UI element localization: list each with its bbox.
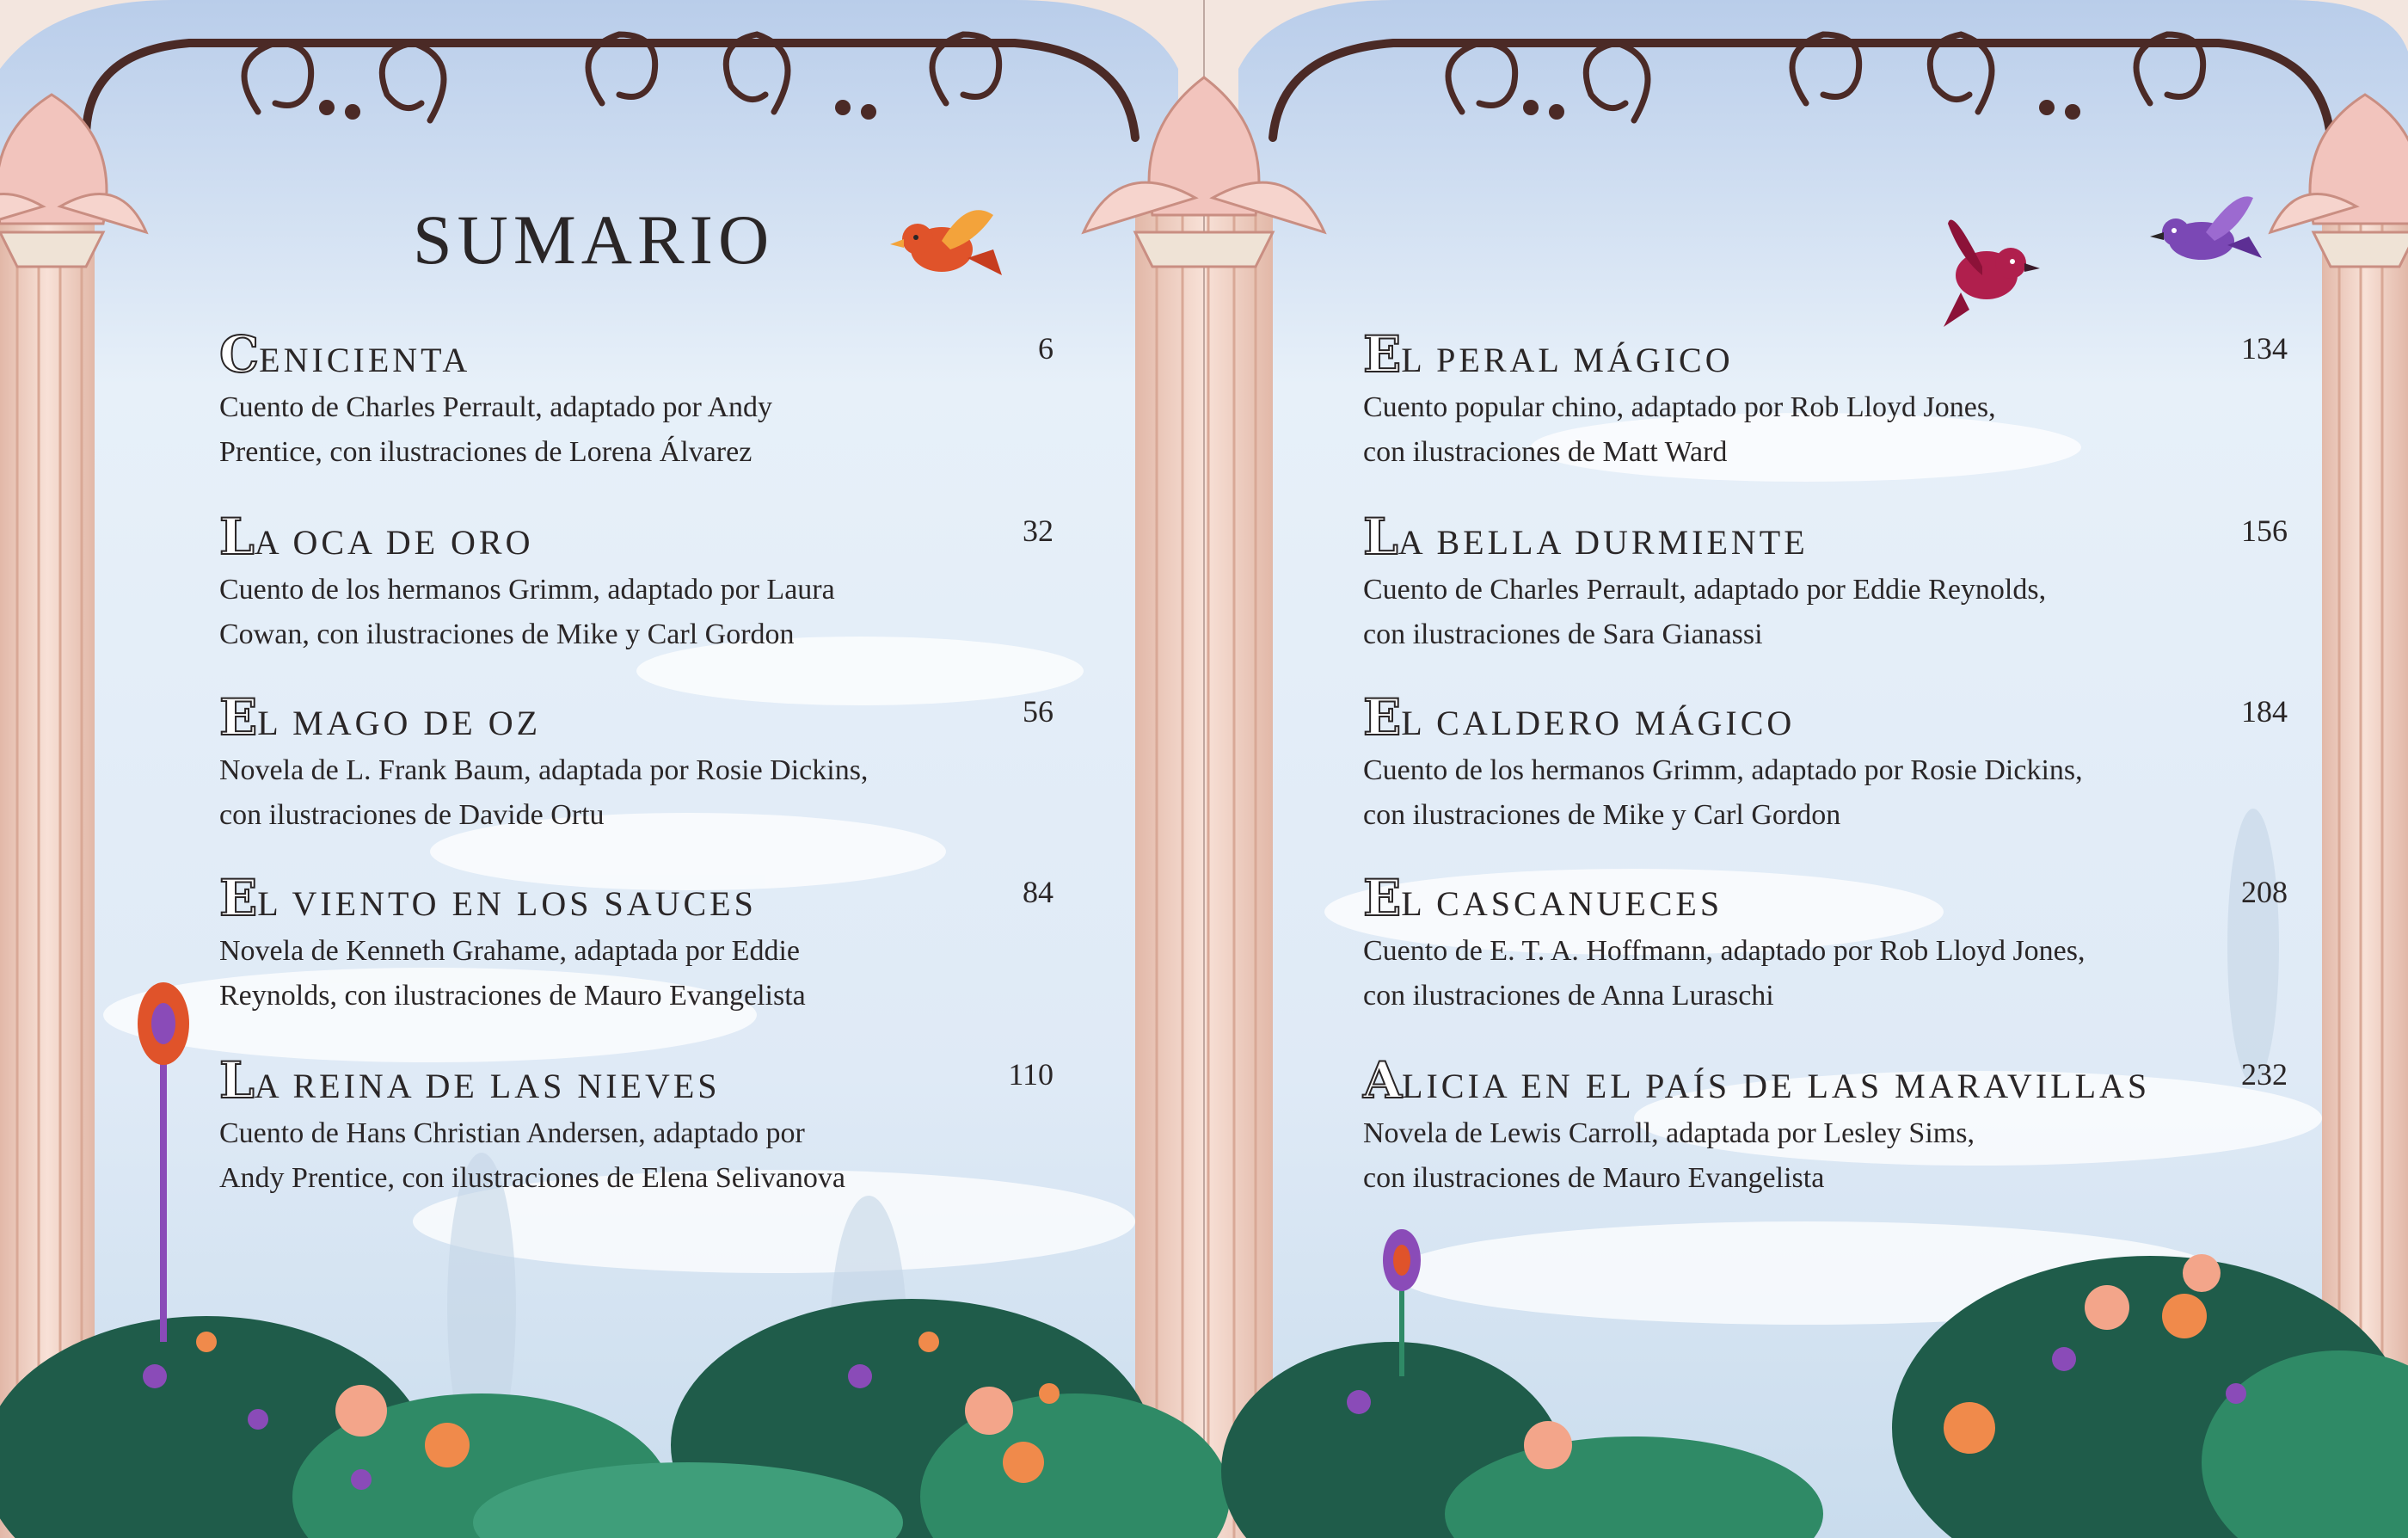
- entry-title: LA OCA DE ORO: [219, 508, 534, 566]
- toc-entry[interactable]: [1363, 1043, 2288, 1206]
- entry-description: Novela de L. Frank Baum, adaptada por Rosie Dickins, con ilustraciones de Davide Ortu: [219, 754, 869, 831]
- entry-title: ALICIA EN EL PAÍS DE LAS MARAVILLAS: [1363, 1051, 2151, 1110]
- page-number: 110: [1008, 1057, 1054, 1092]
- entry-title: EL CALDERO MÁGICO: [1363, 688, 1796, 747]
- toc-entry[interactable]: [219, 1043, 1054, 1206]
- entry-title: EL PERAL MÁGICO: [1363, 325, 1734, 384]
- entry-description: Cuento de los hermanos Grimm, adaptado por Laura Cowan, con ilustraciones de Mike y Carl Gordon: [219, 574, 835, 650]
- page-number: 84: [1023, 875, 1054, 909]
- toc-entry[interactable]: [219, 860, 1054, 1024]
- entry-title: CENICIENTA: [219, 325, 471, 384]
- page-title: SUMARIO: [413, 200, 775, 279]
- page-number: 156: [2241, 514, 2288, 548]
- entry-description: Cuento de Hans Christian Andersen, adaptado por Andy Prentice, con ilustraciones de Elena Selivanova: [219, 1117, 845, 1194]
- page-number: 208: [2241, 875, 2288, 909]
- entry-title: LA BELLA DURMIENTE: [1363, 508, 1809, 566]
- toc-entry[interactable]: [1363, 860, 2288, 1024]
- entry-description: Cuento de E. T. A. Hoffmann, adaptado por Rob Lloyd Jones, con ilustraciones de Anna Luraschi: [1363, 935, 2086, 1012]
- page-number: 6: [1038, 331, 1054, 366]
- right-page: [1204, 0, 2408, 1538]
- page-number: 56: [1023, 694, 1054, 729]
- entry-title: EL CASCANUECES: [1363, 869, 1723, 927]
- entry-title: LA REINA DE LAS NIEVES: [219, 1051, 721, 1110]
- page-number: 184: [2241, 694, 2288, 729]
- entry-title: EL MAGO DE OZ: [219, 688, 542, 747]
- entry-description: Cuento popular chino, adaptado por Rob Lloyd Jones, con ilustraciones de Matt Ward: [1363, 391, 1996, 468]
- toc-entry[interactable]: [219, 499, 1054, 662]
- entry-description: Cuento de los hermanos Grimm, adaptado por Rosie Dickins, con ilustraciones de Mike y Carl Gordon: [1363, 754, 2083, 831]
- toc-entry[interactable]: [1363, 317, 2288, 480]
- page-number: 232: [2241, 1057, 2288, 1092]
- page-number: 32: [1023, 514, 1054, 548]
- toc-entry[interactable]: [219, 680, 1054, 843]
- toc-entry[interactable]: [219, 317, 1054, 480]
- entry-description: Novela de Lewis Carroll, adaptada por Lesley Sims, con ilustraciones de Mauro Evangelista: [1363, 1117, 1975, 1194]
- entry-description: Cuento de Charles Perrault, adaptado por Eddie Reynolds, con ilustraciones de Sara Gianassi: [1363, 574, 2047, 650]
- page-number: 134: [2241, 331, 2288, 366]
- entry-description: Novela de Kenneth Grahame, adaptada por Eddie Reynolds, con ilustraciones de Mauro Evangelista: [219, 935, 806, 1012]
- toc-entry[interactable]: [1363, 499, 2288, 662]
- entry-description: Cuento de Charles Perrault, adaptado por Andy Prentice, con ilustraciones de Lorena Álvarez: [219, 391, 773, 468]
- entry-title: EL VIENTO EN LOS SAUCES: [219, 869, 757, 927]
- toc-entry[interactable]: [1363, 680, 2288, 843]
